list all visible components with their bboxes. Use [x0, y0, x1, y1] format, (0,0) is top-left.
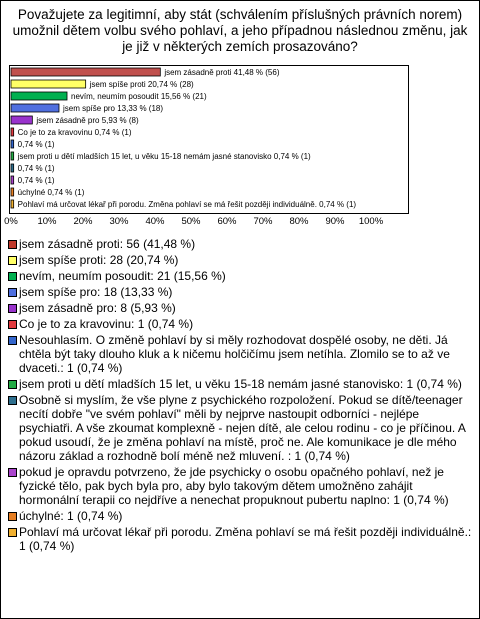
legend-text: jsem zásadně pro: 8 (5,93 %) — [19, 301, 176, 315]
bar-label-11: úchylné 0,74 % (1) — [17, 188, 85, 197]
legend-item — [7, 465, 475, 507]
legend-text: jsem proti u dětí mladších 15 let, u věku 15-18 nemám jasné stanovisko: 1 (0,74 %) — [19, 377, 462, 391]
bar-2 — [11, 80, 86, 88]
legend-text: Nesouhlasím. O změně pohlaví by si měly rozhodovat dospělé osoby, ne děti. Já chtěla být taky dlouho kluk a k ničemu holčičímu jsem netíhla. Zlomilo se to až ve dvaceti.: 1 (0,74 %) — [19, 333, 450, 375]
bar-label-12: Pohlaví má určovat lékař při porodu. Změna pohlaví se má řešit později individuálně. 0,74 % (1) — [17, 200, 357, 209]
x-tick-label: 10% — [37, 216, 57, 227]
x-tick-label: 90% — [325, 216, 345, 227]
bar-label-1: jsem zásadně proti 41,48 % (56) — [164, 68, 280, 77]
legend-item — [7, 333, 475, 375]
bar-7 — [11, 140, 14, 148]
legend-text: jsem spíše proti: 28 (20,74 %) — [19, 253, 179, 267]
x-tick-label: 100% — [358, 216, 384, 227]
bar-11 — [11, 188, 14, 196]
legend-text: Osobně si myslím, že vše plyne z psychického rozpoložení. Pokud se dítě/teenager necítí dobře "ve svém pohlaví" měli by nejprve nastoupit odborníci - nejlépe psychiatři. A vše zkoumat komplexně - nejen dítě, ale celou rodinu - co je příčinou. A pokud usoudí, že je změna pohlaví na místě, proč ne. Ale komunikace je dle mého názoru základ a rozhodně bolí méně než mluvení. : 1 (0,74 %) — [19, 393, 466, 463]
bar-5 — [11, 116, 32, 124]
legend-text: Pohlaví má určovat lékař při porodu. Změna pohlaví se má řešit později individuálně.: 1 (0,74 %) — [19, 525, 472, 553]
legend — [7, 237, 475, 555]
bar-10 — [11, 176, 14, 184]
legend-item — [7, 393, 475, 463]
legend-swatch — [8, 468, 17, 477]
bar-chart-svg — [10, 66, 408, 213]
legend-item — [7, 509, 475, 523]
legend-item — [7, 237, 475, 251]
bar-label-4: jsem spíše pro 13,33 % (18) — [62, 104, 164, 113]
bar-label-8: jsem proti u dětí mladších 15 let, u věku 15-18 nemám jasné stanovisko 0,74 % (1) — [17, 152, 311, 161]
legend-item — [7, 301, 475, 315]
bar-8 — [11, 152, 14, 160]
legend-item — [7, 317, 475, 331]
x-tick-label: 60% — [217, 216, 237, 227]
legend-swatch — [8, 320, 17, 329]
bar-label-7: 0,74 % (1) — [17, 140, 55, 149]
legend-swatch — [8, 304, 17, 313]
bar-label-2: jsem spíše proti 20,74 % (28) — [89, 80, 194, 89]
bar-4 — [11, 104, 59, 112]
bar-label-5: jsem zásadně pro 5,93 % (8) — [36, 116, 139, 125]
legend-swatch — [8, 336, 17, 345]
bar-1 — [11, 68, 160, 76]
chart-title: Považujete za legitimní, aby stát (schválením příslušných právních norem) umožnil dětem volbu svého pohlaví, a jeho případnou následnou změnu, jak je již v některých zemích prosazováno? — [12, 7, 468, 54]
legend-text: pokud je opravdu potvrzeno, že jde psychicky o osobu opačného pohlaví, než je fyzické tělo, pak bych byla pro, aby bylo takovým dětem umožněno zahájit hormonální terapii co nejdříve a nenechat propuknout pubertu naplno: 1 (0,74 %) — [19, 465, 449, 507]
legend-text: Co je to za kravovinu: 1 (0,74 %) — [19, 317, 194, 331]
x-tick-label: 20% — [73, 216, 93, 227]
bar-9 — [11, 164, 14, 172]
legend-swatch — [8, 240, 17, 249]
bar-label-3: nevím, neumím posoudit 15,56 % (21) — [71, 92, 207, 101]
legend-text: nevím, neumím posoudit: 21 (15,56 %) — [19, 269, 226, 283]
plot-area — [9, 65, 409, 214]
bar-6 — [11, 128, 14, 136]
legend-swatch — [8, 380, 17, 389]
legend-swatch — [8, 256, 17, 265]
legend-item — [7, 377, 475, 391]
x-tick-label: 80% — [289, 216, 309, 227]
legend-text: jsem spíše pro: 18 (13,33 %) — [19, 285, 173, 299]
legend-text: jsem zásadně proti: 56 (41,48 %) — [19, 237, 196, 251]
legend-item — [7, 253, 475, 267]
legend-item — [7, 269, 475, 283]
legend-swatch — [8, 512, 17, 521]
x-tick-label: 0% — [4, 216, 18, 227]
bar-label-6: Co je to za kravovinu 0,74 % (1) — [17, 128, 132, 137]
legend-swatch — [8, 272, 17, 281]
x-tick-label: 30% — [109, 216, 129, 227]
x-tick-label: 70% — [253, 216, 273, 227]
legend-swatch — [8, 396, 17, 405]
bar-label-10: 0,74 % (1) — [17, 176, 55, 185]
legend-swatch — [8, 528, 17, 537]
bar-label-9: 0,74 % (1) — [17, 164, 55, 173]
legend-item — [7, 285, 475, 299]
x-tick-label: 40% — [145, 216, 165, 227]
legend-item — [7, 525, 475, 553]
x-tick-label: 50% — [181, 216, 201, 227]
legend-swatch — [8, 288, 17, 297]
bar-3 — [11, 92, 67, 100]
legend-text: úchylné: 1 (0,74 %) — [19, 509, 123, 523]
bar-12 — [11, 200, 14, 208]
